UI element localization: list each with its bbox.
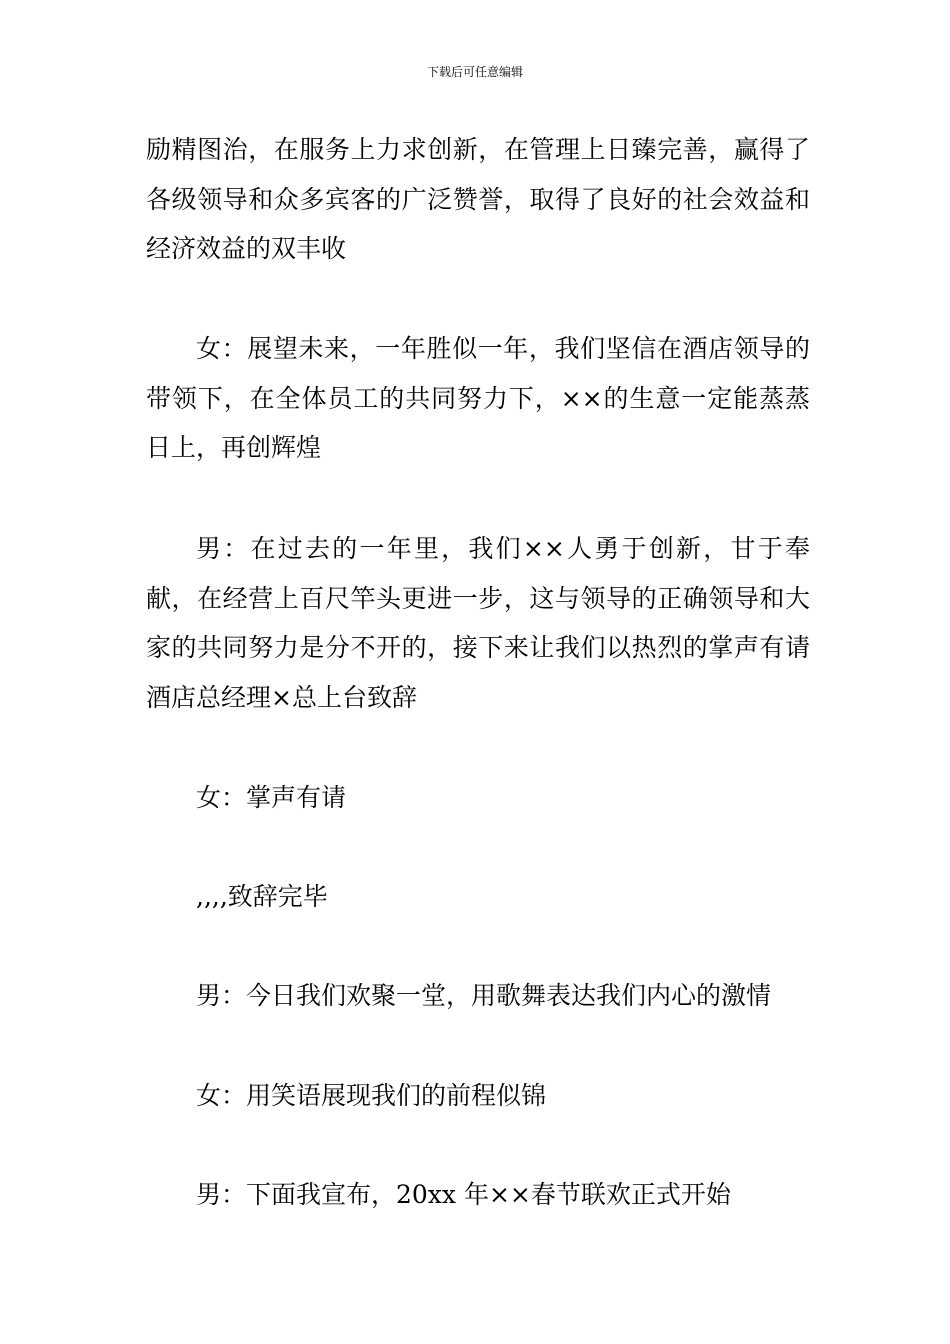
header-note: 下载后可任意编辑	[426, 65, 523, 79]
paragraph-6: 男：今日我们欢聚一堂，用歌舞表达我们内心的激情	[196, 981, 772, 1010]
paragraph-5: ,,,,致辞完毕	[196, 882, 328, 911]
paragraph-8: 男：下面我宣布，20xx 年××春节联欢正式开始	[196, 1180, 731, 1209]
paragraph-4: 女：掌声有请	[196, 783, 347, 812]
paragraph-1: 励精图治，在服务上力求创新，在管理上日臻完善，赢得了各级领导和众多宾客的广泛赞誉，取得了良好的社会效益和经济效益的双丰收	[146, 135, 810, 263]
paragraph-2: 女：展望未来，一年胜似一年，我们坚信在酒店领导的带领下，在全体员工的共同努力下，××的生意一定能蒸蒸日上，再创辉煌	[146, 334, 810, 462]
paragraph-3: 男：在过去的一年里，我们××人勇于创新，甘于奉献，在经营上百尺竿头更进一步，这与领导的正确领导和大家的共同努力是分不开的，接下来让我们以热烈的掌声有请酒店总经理×总上台致辞	[146, 534, 810, 712]
paragraph-7: 女：用笑语展现我们的前程似锦	[196, 1081, 547, 1110]
